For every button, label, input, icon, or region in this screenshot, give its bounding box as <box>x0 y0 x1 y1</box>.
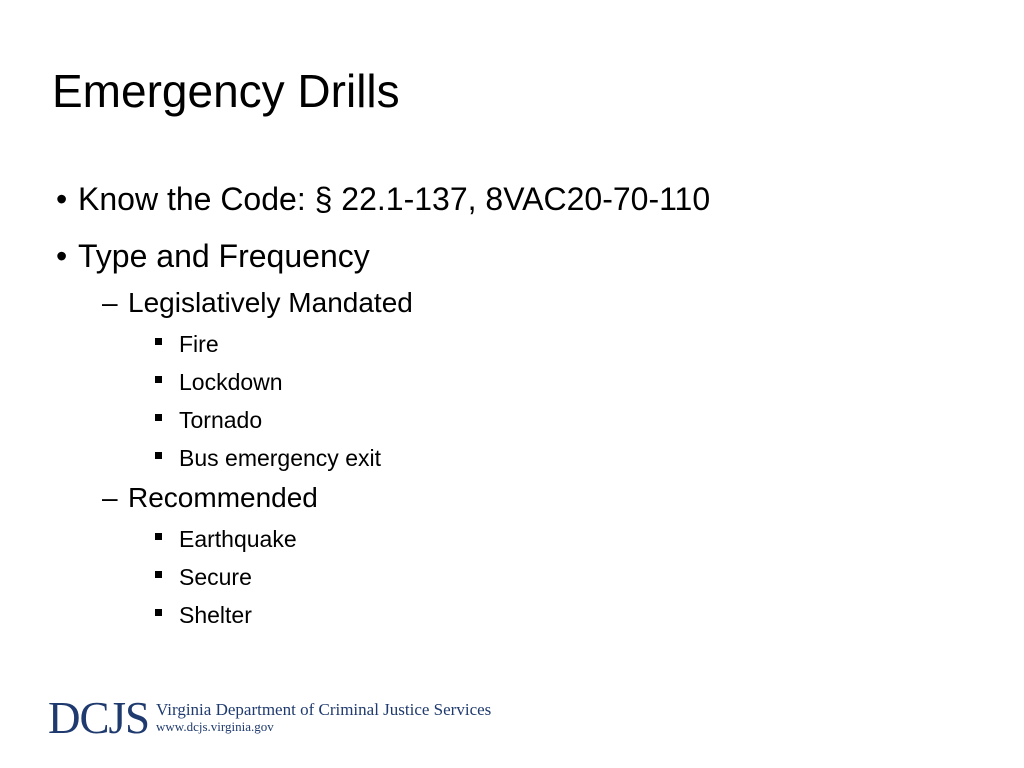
slide-title: Emergency Drills <box>52 65 400 117</box>
square-bullet-icon <box>155 376 162 383</box>
bullet-text: Type and Frequency <box>78 238 370 274</box>
bullet-type-and-frequency <box>56 240 370 272</box>
bullet-know-the-code <box>56 183 710 215</box>
list-item-text: Lockdown <box>179 369 283 395</box>
list-item-text: Secure <box>179 564 252 590</box>
list-item-bus-emergency-exit <box>155 447 381 470</box>
list-item-text: Earthquake <box>179 526 297 552</box>
list-item-text: Fire <box>179 331 219 357</box>
square-bullet-icon <box>155 533 162 540</box>
square-bullet-icon <box>155 414 162 421</box>
subbullet-text: Legislatively Mandated <box>128 287 413 318</box>
list-item-tornado <box>155 409 262 432</box>
dash-marker: – <box>102 287 118 318</box>
list-item-text: Tornado <box>179 407 263 433</box>
bullet-text: Know the Code: § 22.1-137, 8VAC20-70-110 <box>78 181 711 217</box>
organization-url: www.dcjs.virginia.gov <box>156 719 274 734</box>
square-bullet-icon <box>155 452 162 459</box>
list-item-lockdown <box>155 371 283 394</box>
dash-marker: – <box>102 482 118 513</box>
organization-name: Virginia Department of Criminal Justice Services <box>156 700 492 719</box>
subbullet-recommended <box>102 484 318 512</box>
dcjs-logo <box>48 693 508 743</box>
logo-mark: DCJS <box>48 693 150 743</box>
list-item-text: Shelter <box>179 602 252 628</box>
list-item-secure <box>155 566 252 589</box>
subbullet-text: Recommended <box>128 482 318 513</box>
list-item-shelter <box>155 604 252 627</box>
square-bullet-icon <box>155 338 162 345</box>
square-bullet-icon <box>155 609 162 616</box>
square-bullet-icon <box>155 571 162 578</box>
list-item-earthquake <box>155 528 297 551</box>
list-item-fire <box>155 333 219 356</box>
bullet-dot: • <box>56 238 68 274</box>
bullet-dot: • <box>56 181 68 217</box>
list-item-text: Bus emergency exit <box>179 445 381 471</box>
subbullet-legislatively-mandated <box>102 289 413 317</box>
